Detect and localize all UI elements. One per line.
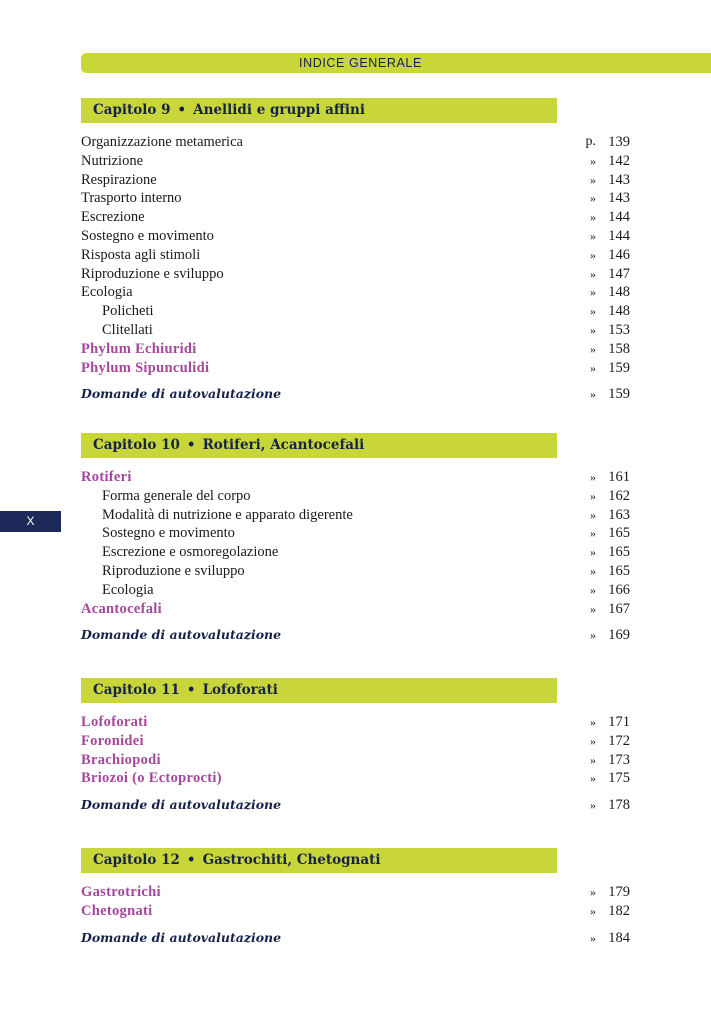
page-number: 163 xyxy=(608,506,630,523)
toc-subentry[interactable]: Escrezione e osmoregolazione » 165 xyxy=(102,544,630,561)
bullet-separator: • xyxy=(186,682,196,698)
page-number: 175 xyxy=(608,770,630,787)
page-number: 161 xyxy=(608,469,630,485)
toc-review-entry[interactable]: Domande di autovalutazione » 159 xyxy=(81,386,630,403)
toc-section-entry[interactable]: Phylum Sipunculidi » 159 xyxy=(81,359,630,376)
toc-review-entry[interactable]: Domande di autovalutazione » 178 xyxy=(81,797,630,814)
page-number: 158 xyxy=(608,340,630,357)
toc-entry[interactable]: Riproduzione e sviluppo » 147 xyxy=(81,265,630,282)
toc-review-entry[interactable]: Domande di autovalutazione » 184 xyxy=(81,929,630,946)
chapter-11 xyxy=(81,678,630,815)
chapter-heading xyxy=(81,433,557,458)
toc-entry[interactable]: Organizzazione metamerica p. 139 xyxy=(81,134,630,150)
chapter-heading xyxy=(81,678,557,703)
toc-entry[interactable]: Escrezione » 144 xyxy=(81,209,630,226)
toc-subentry[interactable]: Modalità di nutrizione e apparato digerente » 163 xyxy=(102,506,630,523)
running-header-title: INDICE GENERALE xyxy=(299,56,422,70)
toc-subentry[interactable]: Clitellati » 153 xyxy=(102,321,630,338)
page-number: 139 xyxy=(608,134,630,150)
running-header xyxy=(81,53,711,73)
chapter-title: Gastrochiti, Chetognati xyxy=(202,852,381,868)
page-number: 166 xyxy=(608,581,630,598)
page-number: 143 xyxy=(608,190,630,207)
page-number: 162 xyxy=(608,487,630,504)
toc-review-entry[interactable]: Domande di autovalutazione » 169 xyxy=(81,627,630,644)
bullet-separator: • xyxy=(177,102,187,118)
toc-subentry[interactable]: Policheti » 148 xyxy=(102,303,630,320)
toc-section-entry[interactable]: Acantocefali » 167 xyxy=(81,600,630,617)
page-number: 148 xyxy=(608,284,630,301)
chapter-number: Capitolo 10 xyxy=(93,437,180,453)
page-number-label: X xyxy=(26,514,35,528)
toc-subentry[interactable]: Riproduzione e sviluppo » 165 xyxy=(102,562,630,579)
toc-entries xyxy=(81,883,630,947)
page-number-tab xyxy=(0,511,61,532)
page-number: 167 xyxy=(608,600,630,617)
chapter-heading xyxy=(81,98,557,123)
toc-section-entry[interactable]: Lofoforati » 171 xyxy=(81,714,630,730)
page-number: 169 xyxy=(608,627,630,644)
toc-subentry[interactable]: Sostegno e movimento » 165 xyxy=(102,525,630,542)
page-number: 153 xyxy=(608,321,630,338)
page-number: 165 xyxy=(608,544,630,561)
toc-entry[interactable]: Nutrizione » 142 xyxy=(81,152,630,169)
bullet-separator: • xyxy=(186,852,196,868)
toc-entry[interactable]: Respirazione » 143 xyxy=(81,171,630,188)
page-number: 179 xyxy=(608,884,630,900)
page-number: 172 xyxy=(608,732,630,749)
page-number: 146 xyxy=(608,246,630,263)
page-number: 144 xyxy=(608,227,630,244)
toc-entry[interactable]: Trasporto interno » 143 xyxy=(81,190,630,207)
toc-entries xyxy=(81,713,630,815)
toc-section-entry[interactable]: Briozoi (o Ectoprocti) » 175 xyxy=(81,770,630,787)
toc-subentry[interactable]: Ecologia » 166 xyxy=(102,581,630,598)
page-number: 184 xyxy=(608,929,630,946)
toc-entries xyxy=(81,468,630,645)
toc-section-entry[interactable]: Foronidei » 172 xyxy=(81,732,630,749)
page-number: 142 xyxy=(608,152,630,169)
toc-entry[interactable]: Sostegno e movimento » 144 xyxy=(81,227,630,244)
page-number: 159 xyxy=(608,386,630,403)
page-number: 171 xyxy=(608,714,630,730)
toc-section-entry[interactable]: Phylum Echiuridi » 158 xyxy=(81,340,630,357)
chapter-title: Anellidi e gruppi affini xyxy=(193,102,365,118)
toc-entry[interactable]: Ecologia » 148 xyxy=(81,284,630,301)
toc-entries xyxy=(81,133,630,404)
page-number: 148 xyxy=(608,303,630,320)
page-number: 147 xyxy=(608,265,630,282)
page-number: 182 xyxy=(608,902,630,919)
toc-section-entry[interactable]: Chetognati » 182 xyxy=(81,902,630,919)
page-number: 165 xyxy=(608,562,630,579)
page-number: 178 xyxy=(608,797,630,814)
chapter-title: Rotiferi, Acantocefali xyxy=(202,437,365,453)
toc-entry[interactable]: Risposta agli stimoli » 146 xyxy=(81,246,630,263)
chapter-title: Lofoforati xyxy=(202,682,278,698)
chapter-number: Capitolo 11 xyxy=(93,682,180,698)
page-number: 143 xyxy=(608,171,630,188)
chapter-10 xyxy=(81,433,630,645)
chapter-9 xyxy=(81,98,630,404)
toc-section-entry[interactable]: Rotiferi » 161 xyxy=(81,469,630,485)
toc-section-entry[interactable]: Gastrotrichi » 179 xyxy=(81,884,630,900)
page-number: 165 xyxy=(608,525,630,542)
toc-section-entry[interactable]: Brachiopodi » 173 xyxy=(81,751,630,768)
page-number: 159 xyxy=(608,359,630,376)
page-number: 173 xyxy=(608,751,630,768)
toc-subentry[interactable]: Forma generale del corpo » 162 xyxy=(102,487,630,504)
page-number: 144 xyxy=(608,209,630,226)
chapter-heading xyxy=(81,848,557,873)
chapter-number: Capitolo 12 xyxy=(93,852,180,868)
chapter-number: Capitolo 9 xyxy=(93,102,171,118)
chapter-12 xyxy=(81,848,630,947)
bullet-separator: • xyxy=(186,437,196,453)
